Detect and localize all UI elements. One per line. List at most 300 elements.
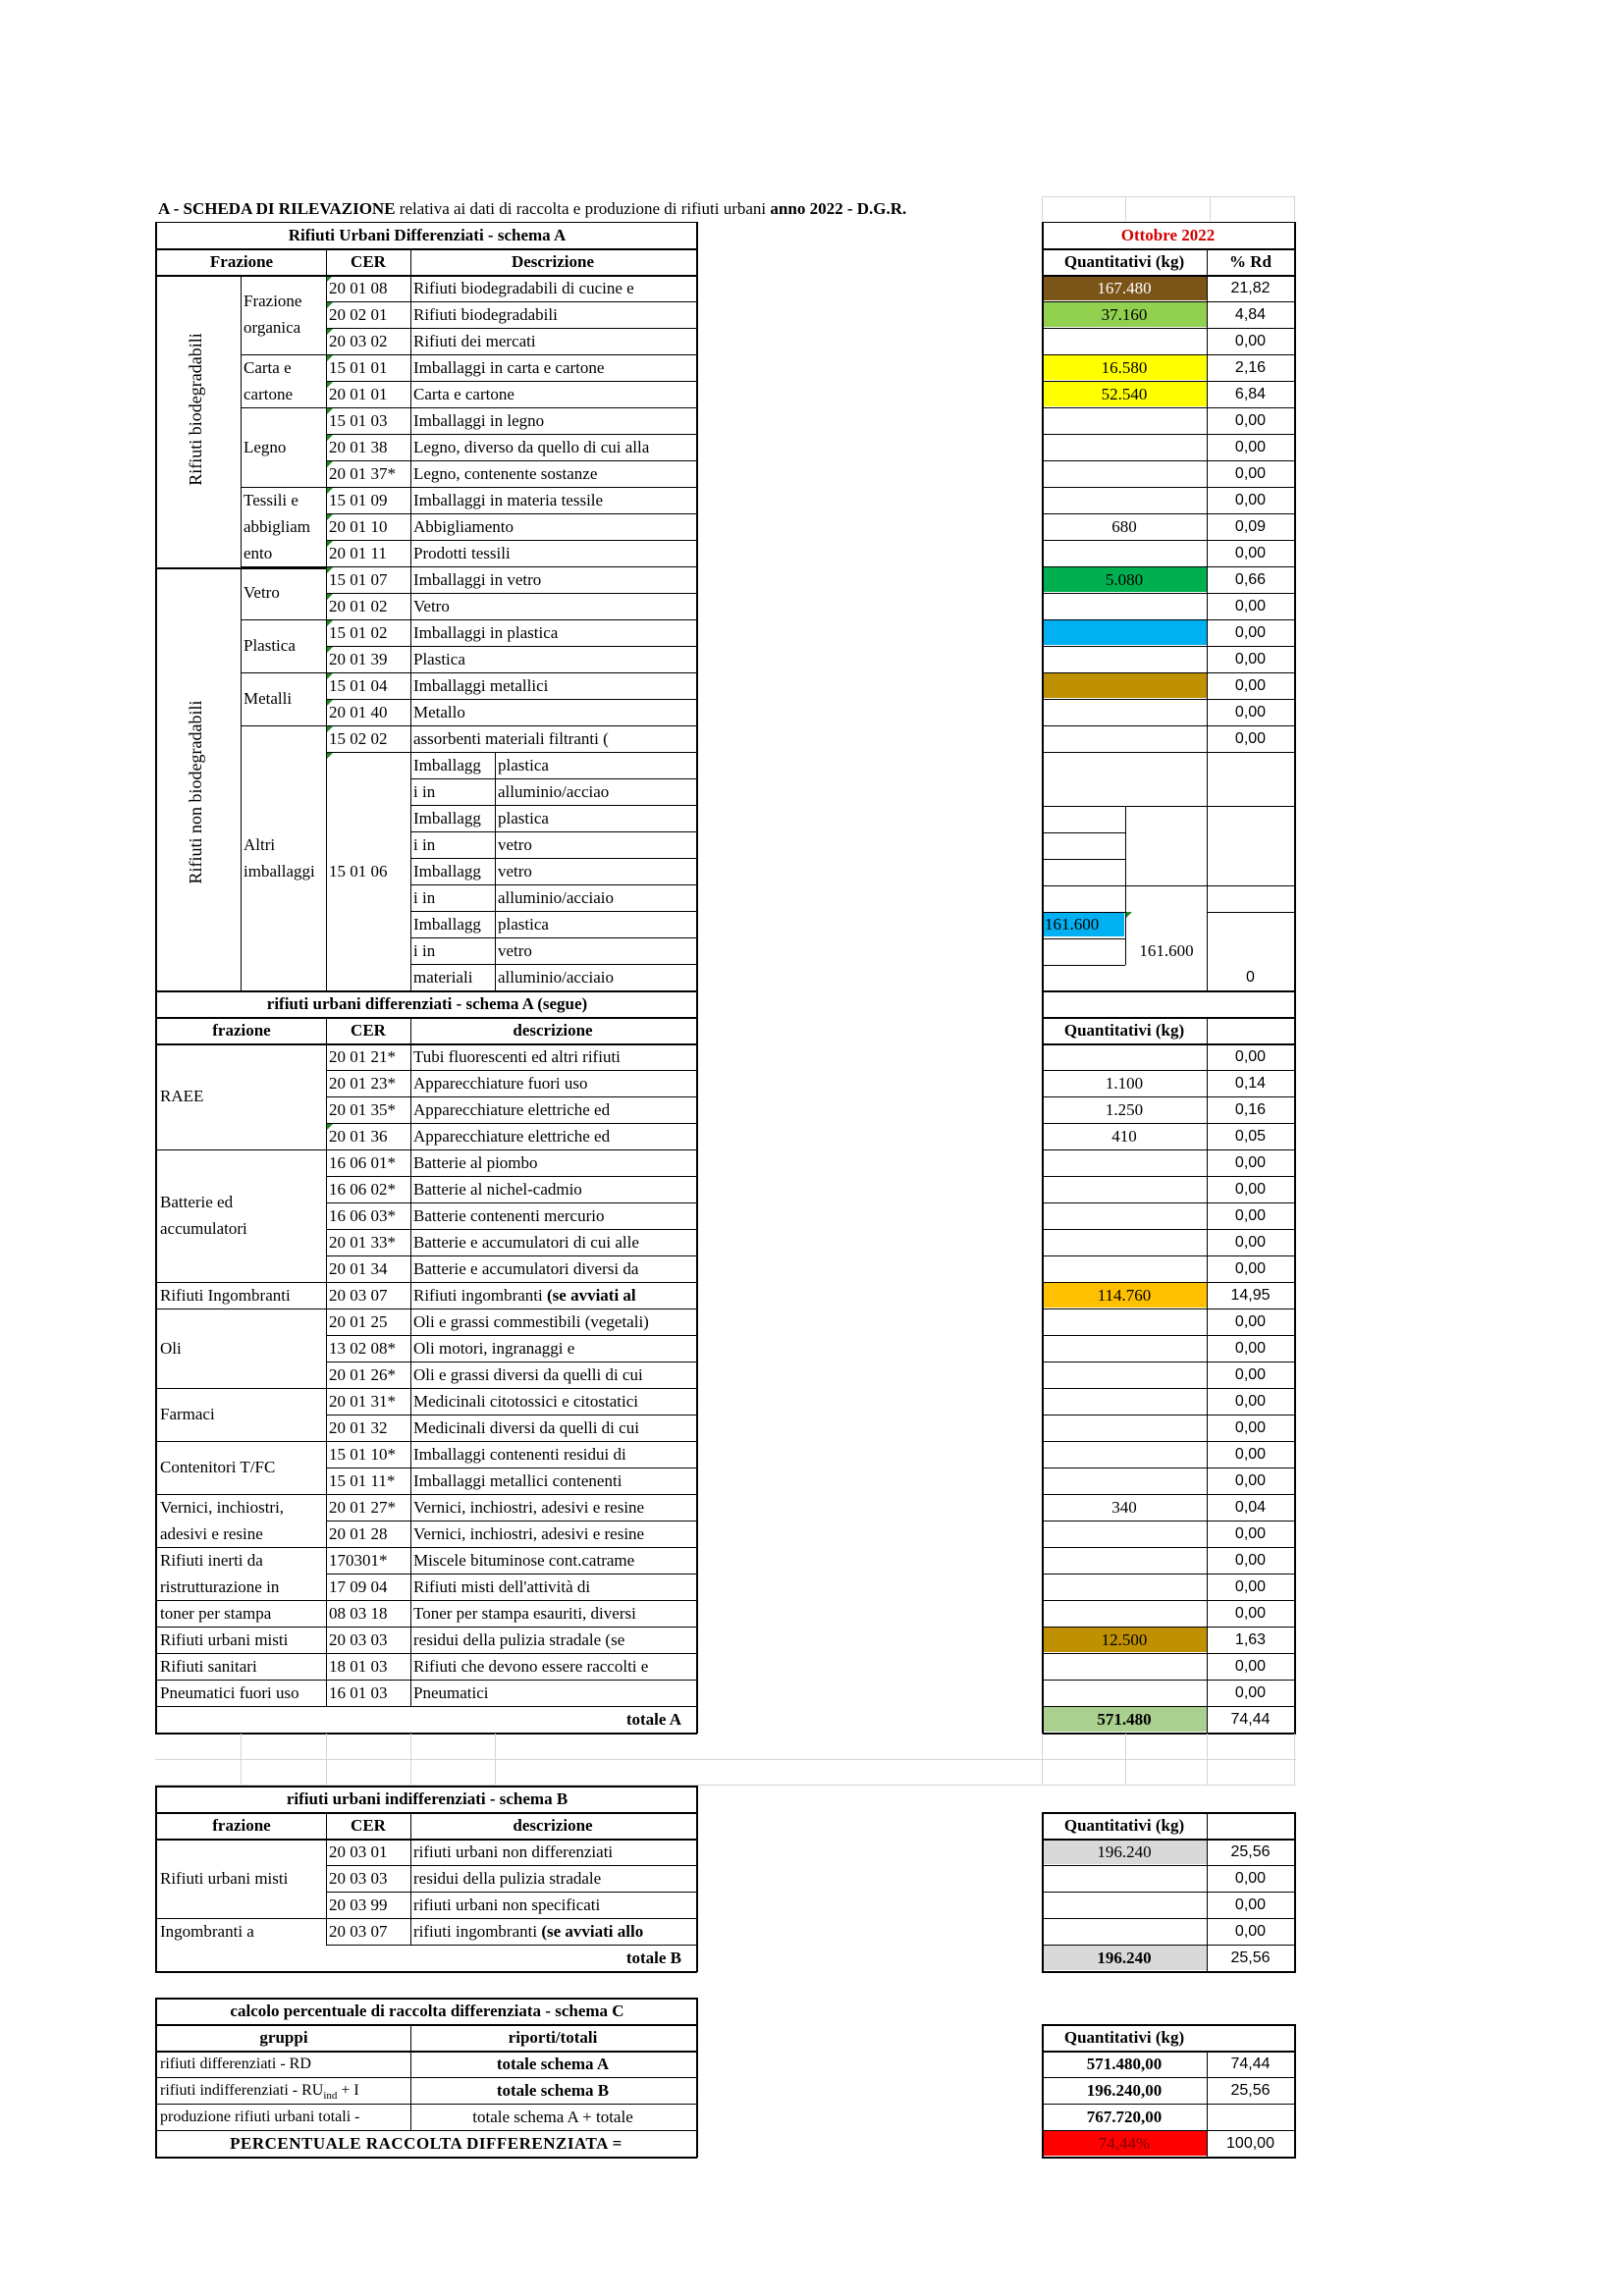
border-line xyxy=(1125,885,1296,886)
col-quantitativi-c: Quantitativi (kg) xyxy=(1063,2028,1185,2047)
border-line xyxy=(155,1918,326,1919)
border-line xyxy=(1042,1839,1296,1841)
row-cer: 15 01 11* xyxy=(329,1471,396,1490)
row-qty: 37.160 xyxy=(1101,305,1148,324)
border-line xyxy=(1042,1123,1296,1124)
border-line xyxy=(1042,912,1125,913)
row-pct: 0,00 xyxy=(1234,1393,1267,1410)
row-pct: 0,00 xyxy=(1234,1658,1267,1675)
cell-comment-marker xyxy=(326,620,333,627)
border-line xyxy=(326,1892,697,1893)
border-line xyxy=(326,1255,697,1256)
row-desc: Apparecchiature fuori uso xyxy=(413,1074,588,1093)
row-cer: 20 01 08 xyxy=(329,279,388,297)
border-line xyxy=(1042,1600,1296,1601)
row-desc: Imballaggi metallici xyxy=(413,676,549,695)
row-pct: 0,00 xyxy=(1234,1207,1267,1224)
border-line xyxy=(1042,222,1296,223)
row-desc: Legno, contenente sostanze xyxy=(413,464,598,483)
row-qty: 52.540 xyxy=(1101,385,1148,403)
row-pct: 0,00 xyxy=(1234,1684,1267,1701)
border-line xyxy=(1042,1945,1296,1946)
border-line xyxy=(1042,646,1296,647)
border-line xyxy=(1042,487,1296,488)
row-cer: 16 01 03 xyxy=(329,1683,388,1702)
border-line xyxy=(1042,1971,1296,1973)
row-cer: 13 02 08* xyxy=(329,1339,396,1358)
border-line xyxy=(1042,1892,1296,1893)
border-line xyxy=(1042,1918,1296,1919)
border-line xyxy=(1042,434,1296,435)
border-line xyxy=(1207,912,1296,913)
row-pct: 0,00 xyxy=(1234,1446,1267,1463)
row-desc: Apparecchiature elettriche ed xyxy=(413,1100,611,1119)
cell-comment-marker xyxy=(326,514,333,521)
grid-line xyxy=(1294,1734,1295,1786)
row-desc: rifiuti urbani non specificati xyxy=(413,1896,601,1914)
cell-comment-marker xyxy=(326,647,333,654)
border-line xyxy=(326,672,697,673)
row-desc: Imballaggi in materia tessile xyxy=(413,491,604,509)
border-line xyxy=(241,407,326,408)
border-line xyxy=(326,1945,697,1946)
border-line xyxy=(155,2104,697,2105)
border-line xyxy=(155,1600,326,1601)
border-line xyxy=(410,831,697,832)
row-pct: 0,00 xyxy=(1234,545,1267,561)
row-desc: Tubi fluorescenti ed altri rifiuti xyxy=(413,1047,621,1066)
border-line xyxy=(326,487,697,488)
frac-legno: Legno xyxy=(244,438,287,456)
row-pct: 0,16 xyxy=(1234,1101,1267,1118)
border-line xyxy=(241,487,326,488)
row-cer: 15 01 04 xyxy=(329,676,388,695)
row-pct: 0,00 xyxy=(1234,1923,1267,1940)
row-pct: 0,00 xyxy=(1234,730,1267,747)
frac-carta-1: Carta e xyxy=(244,358,292,377)
border-line xyxy=(326,1018,327,1707)
row-cer: 20 01 34 xyxy=(329,1259,388,1278)
row-pct: 0,00 xyxy=(1234,1154,1267,1171)
row-desc: Imballaggi in vetro xyxy=(413,570,542,589)
border-line xyxy=(1042,513,1296,514)
border-line xyxy=(155,1043,697,1045)
row-desc: Rifiuti che devono essere raccolti e xyxy=(413,1657,649,1676)
row-cer: 20 03 01 xyxy=(329,1842,388,1861)
row-desc: Oli motori, ingranaggi e xyxy=(413,1339,575,1358)
border-line xyxy=(241,725,326,726)
border-line xyxy=(155,1706,326,1707)
row-desc: Rifiuti misti dell'attività di xyxy=(413,1577,591,1596)
frac-plastica: Plastica xyxy=(244,636,296,655)
row-cer: 15 01 07 xyxy=(329,570,388,589)
row-desc: rifiuti ingombranti (se avviati allo xyxy=(413,1922,644,1941)
border-line xyxy=(155,275,697,277)
border-line xyxy=(1042,1865,1296,1866)
border-line xyxy=(326,1627,697,1628)
border-line xyxy=(155,1733,697,1735)
row-cer: 20 01 39 xyxy=(329,650,388,668)
border-line xyxy=(326,1653,697,1654)
border-line xyxy=(326,1547,697,1548)
row-pct: 0,00 xyxy=(1234,1313,1267,1330)
row-cer: 17 09 04 xyxy=(329,1577,388,1596)
border-line xyxy=(241,275,242,991)
border-line xyxy=(495,753,496,991)
border-line xyxy=(1042,1733,1296,1735)
multi-a: Imballagg xyxy=(413,862,481,881)
row-desc: Legno, diverso da quello di cui alla xyxy=(413,438,650,456)
col-quantitativi-b: Quantitativi (kg) xyxy=(1063,1816,1185,1835)
frac-organica-1: Frazione xyxy=(244,292,302,310)
border-line xyxy=(1042,2104,1296,2105)
prod-qty: 767.720,00 xyxy=(1086,2108,1163,2126)
border-line xyxy=(1042,2077,1296,2078)
frac-pneumatici: Pneumatici fuori uso xyxy=(160,1683,299,1702)
row-desc: Abbigliamento xyxy=(413,517,514,536)
border-line xyxy=(1042,1653,1296,1654)
border-line xyxy=(155,1149,326,1150)
qty-fill xyxy=(1042,620,1207,645)
frac-ingombranti: Rifiuti Ingombranti xyxy=(160,1286,291,1305)
row-pct: 0,00 xyxy=(1234,1366,1267,1383)
frac-altri-2: imballaggi xyxy=(244,862,315,881)
schema-a-title: Rifiuti Urbani Differenziati - schema A xyxy=(288,226,567,244)
row-cer: 20 01 40 xyxy=(329,703,388,721)
border-line xyxy=(326,1149,697,1150)
border-line xyxy=(326,1521,697,1522)
border-line xyxy=(155,1786,697,1788)
cell-comment-marker xyxy=(326,461,333,468)
row-pct: 0,00 xyxy=(1234,1181,1267,1198)
border-line xyxy=(410,858,697,859)
border-line xyxy=(1042,1680,1296,1681)
border-line xyxy=(241,672,326,673)
row-pct: 0,00 xyxy=(1234,439,1267,455)
row-desc: Rifiuti dei mercati xyxy=(413,332,536,350)
row-pct: 0,00 xyxy=(1234,1472,1267,1489)
row-pct: 2,16 xyxy=(1234,359,1267,376)
border-line xyxy=(1042,2051,1296,2053)
row-desc: Imballaggi in plastica xyxy=(413,623,559,642)
border-line xyxy=(155,1627,326,1628)
schema-c-title: calcolo percentuale di raccolta differenziata - schema C xyxy=(230,2002,624,2020)
grid-line xyxy=(410,1734,411,1786)
border-line xyxy=(241,619,326,620)
border-line xyxy=(155,2051,697,2053)
border-line xyxy=(241,566,326,567)
cell-comment-marker xyxy=(326,726,333,733)
border-line xyxy=(1042,832,1125,833)
border-line xyxy=(410,937,697,938)
frac-vetro: Vetro xyxy=(244,583,280,602)
row-cer: 20 01 37* xyxy=(329,464,396,483)
multi-a: i in xyxy=(413,888,436,907)
cell-comment-marker xyxy=(326,302,333,309)
border-line xyxy=(410,805,697,806)
cell-comment-marker xyxy=(326,567,333,574)
border-line xyxy=(155,2024,697,2026)
grid-line xyxy=(326,1734,327,1786)
border-line xyxy=(1042,1149,1296,1150)
row-cer: 20 01 27* xyxy=(329,1498,396,1517)
col-cer-2: CER xyxy=(351,1021,386,1040)
border-line xyxy=(1042,1202,1296,1203)
border-line xyxy=(1042,1812,1296,1814)
border-line xyxy=(1042,725,1296,726)
row-desc: Plastica xyxy=(413,650,465,668)
border-line xyxy=(410,964,697,965)
border-line xyxy=(1042,1706,1296,1707)
row-cer: 16 06 02* xyxy=(329,1180,396,1199)
border-line xyxy=(326,434,697,435)
row-pct: 0,00 xyxy=(1234,1896,1267,1913)
row-cer: 15 01 02 xyxy=(329,623,388,642)
border-line xyxy=(326,1096,697,1097)
row-desc: Toner per stampa esauriti, diversi xyxy=(413,1604,636,1623)
border-line xyxy=(326,1229,697,1230)
row-pct: 0,00 xyxy=(1234,1605,1267,1622)
row-qty: 680 xyxy=(1111,517,1137,536)
row-cer: 08 03 18 xyxy=(329,1604,388,1623)
multi-b: plastica xyxy=(498,915,549,934)
row-desc: Vernici, inchiostri, adesivi e resine xyxy=(413,1498,645,1517)
row-desc: Imballaggi in carta e cartone xyxy=(413,358,605,377)
final-pct: 100,00 xyxy=(1226,2135,1274,2152)
grid-line xyxy=(1042,1734,1043,1786)
row-desc: rifiuti urbani non differenziati xyxy=(413,1842,614,1861)
cell-comment-marker xyxy=(326,673,333,680)
border-line xyxy=(1042,752,1296,753)
frac-tessili-1: Tessili e xyxy=(244,491,298,509)
prod-label: produzione rifiuti urbani totali - xyxy=(160,2109,360,2125)
border-line xyxy=(326,646,697,647)
row-pct: 0,00 xyxy=(1234,1870,1267,1887)
border-line xyxy=(155,222,157,1734)
row-desc: Imballaggi contenenti residui di xyxy=(413,1445,626,1464)
row-desc: Metallo xyxy=(413,703,465,721)
border-line xyxy=(155,1547,326,1548)
frac-altri-1: Altri xyxy=(244,835,276,854)
row-cer: 15 02 02 xyxy=(329,729,388,748)
border-line xyxy=(326,725,697,726)
border-line xyxy=(326,1335,697,1336)
final-value: 74,44% xyxy=(1098,2134,1151,2153)
row-pct: 0,00 xyxy=(1234,1419,1267,1436)
row-pct: 0,00 xyxy=(1234,1552,1267,1569)
frac-batterie-1: Batterie ed xyxy=(160,1193,234,1211)
cell-comment-marker xyxy=(326,329,333,336)
row-desc: Oli e grassi diversi da quelli di cui xyxy=(413,1365,643,1384)
border-line xyxy=(326,1812,327,1945)
cell-comment-marker xyxy=(326,700,333,707)
border-line xyxy=(326,354,697,355)
row-pct: 0,04 xyxy=(1234,1499,1267,1516)
row-pct: 0,00 xyxy=(1234,677,1267,694)
frac-tessili-3: ento xyxy=(244,544,273,562)
multi-a: materiali xyxy=(413,968,473,987)
col-pct-rd: % Rd xyxy=(1229,252,1272,271)
group-non-biodegradabili: Rifiuti non biodegradabili xyxy=(186,700,205,884)
row-cer: 20 02 01 xyxy=(329,305,388,324)
border-line xyxy=(155,1812,697,1814)
border-line xyxy=(155,1680,326,1681)
border-line xyxy=(1042,990,1296,992)
border-line xyxy=(326,1865,697,1866)
border-line xyxy=(1042,222,1044,1734)
totale-b-label: totale B xyxy=(625,1949,681,1967)
row-cer: 20 01 26* xyxy=(329,1365,396,1384)
col-cer: CER xyxy=(351,252,386,271)
col-descrizione-b: descrizione xyxy=(513,1816,593,1835)
frac-carta-2: cartone xyxy=(244,385,294,403)
border-line xyxy=(1042,1043,1296,1045)
border-line xyxy=(1042,566,1296,567)
frac-metalli: Metalli xyxy=(244,689,293,708)
col-descrizione-2: descrizione xyxy=(513,1021,593,1040)
col-riporti: riporti/totali xyxy=(508,2028,598,2047)
multi-a: Imballagg xyxy=(413,809,481,828)
border-line xyxy=(1042,1521,1296,1522)
row-qty: 167.480 xyxy=(1097,279,1152,297)
border-line xyxy=(410,1812,411,1945)
page-title: A - SCHEDA DI RILEVAZIONE relativa ai dati di raccolta e produzione di rifiuti urbani anno 2022 - D.G.R. xyxy=(158,199,907,218)
border-line xyxy=(1042,859,1125,860)
multi-b: vetro xyxy=(498,862,532,881)
border-line xyxy=(1042,1096,1296,1097)
border-line xyxy=(1042,965,1125,966)
border-line xyxy=(1042,1441,1296,1442)
border-line xyxy=(1294,222,1296,1734)
col-descrizione: Descrizione xyxy=(511,252,595,271)
border-line xyxy=(1042,381,1296,382)
border-line xyxy=(155,2157,697,2159)
border-line xyxy=(326,1918,697,1919)
border-line xyxy=(155,1998,697,2000)
border-line xyxy=(410,778,697,779)
row-cer: 20 01 35* xyxy=(329,1100,396,1119)
row-pct: 0,00 xyxy=(1234,1048,1267,1065)
row-cer: 15 01 03 xyxy=(329,411,388,430)
row-desc: Carta e cartone xyxy=(413,385,514,403)
row-pct: 14,95 xyxy=(1230,1287,1271,1304)
border-line xyxy=(1042,301,1296,302)
col-frazione: Frazione xyxy=(209,252,274,271)
border-line xyxy=(326,1070,697,1071)
border-line xyxy=(326,699,697,700)
row-cer: 16 06 03* xyxy=(329,1206,396,1225)
row-desc: Vetro xyxy=(413,597,450,615)
ru-ref: totale schema B xyxy=(496,2081,610,2100)
border-line xyxy=(1042,938,1125,939)
totale-b-pct: 25,56 xyxy=(1230,1949,1271,1966)
row-pct: 0,00 xyxy=(1234,1525,1267,1542)
row-cer: 15 01 10* xyxy=(329,1445,396,1464)
border-line xyxy=(1042,460,1296,461)
border-line xyxy=(1042,806,1296,807)
row-pct: 0,14 xyxy=(1234,1075,1267,1092)
row-qty: 410 xyxy=(1111,1127,1137,1146)
frac-organica-2: organica xyxy=(244,318,301,337)
row-desc: Batterie al piombo xyxy=(413,1153,538,1172)
qty-fill xyxy=(1042,673,1207,698)
border-line xyxy=(1042,354,1296,355)
border-line xyxy=(1042,1229,1296,1230)
multi-b: plastica xyxy=(498,756,549,774)
row-pct: 1,63 xyxy=(1234,1631,1267,1648)
border-line xyxy=(1042,407,1296,408)
row-qty: 1.100 xyxy=(1105,1074,1144,1093)
border-line xyxy=(326,619,697,620)
frac-oli: Oli xyxy=(160,1339,182,1358)
row-cer: 20 03 03 xyxy=(329,1630,388,1649)
row-desc: assorbenti materiali filtranti ( xyxy=(413,729,609,748)
row-pct: 0,05 xyxy=(1234,1128,1267,1145)
row-desc: Imballaggi metallici contenenti xyxy=(413,1471,623,1490)
border-line xyxy=(155,2130,697,2131)
border-line xyxy=(326,1706,697,1707)
row-cer: 16 06 01* xyxy=(329,1153,396,1172)
row-pct: 0,00 xyxy=(1234,1578,1267,1595)
row-desc: residui della pulizia stradale (se xyxy=(413,1630,625,1649)
border-line xyxy=(155,248,697,250)
row-cer: 15 01 09 xyxy=(329,491,388,509)
frac-misti-b: Rifiuti urbani misti xyxy=(160,1869,289,1888)
totale-a-pct: 74,44 xyxy=(1230,1711,1271,1728)
row-pct: 0,00 xyxy=(1234,598,1267,614)
frac-raee: RAEE xyxy=(160,1087,204,1105)
border-line xyxy=(1042,2024,1296,2026)
border-line xyxy=(326,1202,697,1203)
row-pct: 0,09 xyxy=(1234,518,1267,535)
grid-line xyxy=(1207,1734,1208,1786)
multi-b: alluminio/acciaio xyxy=(498,888,615,907)
border-line xyxy=(1042,275,1296,277)
totale-a-qty: 571.480 xyxy=(1097,1710,1152,1729)
row-pct: 0,00 xyxy=(1234,624,1267,641)
multi-pct: 0 xyxy=(1246,969,1255,986)
col-frazione-2: frazione xyxy=(212,1021,271,1040)
border-line xyxy=(1042,1388,1296,1389)
row-cer: 20 01 11 xyxy=(329,544,387,562)
row-desc: residui della pulizia stradale xyxy=(413,1869,602,1888)
row-cer: 20 01 01 xyxy=(329,385,388,403)
schema-b-title: rifiuti urbani indifferenziati - schema B xyxy=(286,1789,568,1808)
border-line xyxy=(326,1308,697,1309)
border-line xyxy=(326,1600,697,1601)
rd-ref: totale schema A xyxy=(496,2055,610,2073)
border-line xyxy=(1042,1070,1296,1071)
row-cer: 20 03 07 xyxy=(329,1286,388,1305)
row-pct: 0,00 xyxy=(1234,465,1267,482)
border-line xyxy=(241,354,326,355)
border-line xyxy=(1042,328,1296,329)
multi-qty: 161.600 xyxy=(1045,915,1100,934)
multi-a: i in xyxy=(413,941,436,960)
row-desc: Batterie e accumulatori di cui alle xyxy=(413,1233,639,1252)
border-line xyxy=(326,328,697,329)
border-line xyxy=(1042,2130,1296,2131)
cell-comment-marker xyxy=(326,276,333,283)
schema-a2-title: rifiuti urbani differenziati - schema A (segue) xyxy=(266,994,588,1013)
border-line xyxy=(1042,1547,1296,1548)
border-line xyxy=(1042,885,1125,886)
prod-ref: totale schema A + totale xyxy=(472,2108,633,2126)
row-desc: Batterie e accumulatori diversi da xyxy=(413,1259,639,1278)
grid-line xyxy=(241,1734,242,1786)
border-line xyxy=(155,1388,326,1389)
border-line xyxy=(1042,2157,1296,2159)
